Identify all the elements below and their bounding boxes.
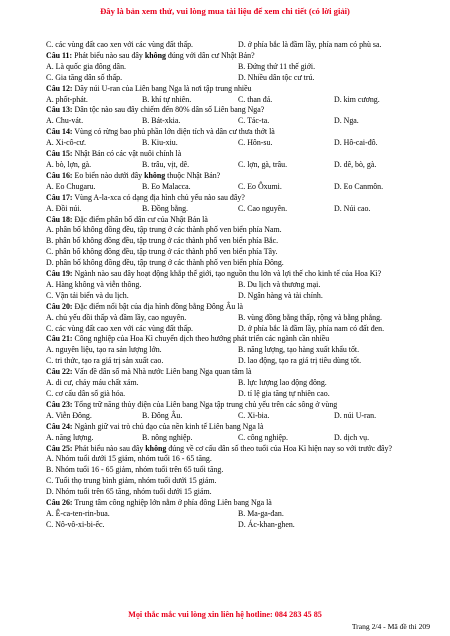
answer-options-row: [46, 40, 430, 51]
question-text: Công nghiệp của Hoa Kì chuyển dịch theo hướng phát triển các ngành cần nhiều: [72, 334, 330, 344]
answer-options-row: [46, 182, 430, 193]
question-number: Câu 20:: [46, 301, 73, 311]
answer-option: C. Tuổi thọ trung bình giảm, nhóm tuổi dưới 15 giảm.: [46, 476, 217, 486]
question-number: Câu 22:: [46, 367, 73, 377]
answer-option: D. Nhiều dân tộc cư trú.: [238, 72, 315, 82]
answer-option: D. dịch vụ.: [334, 432, 370, 442]
question-number: Câu 11:: [46, 50, 73, 60]
question-number: Câu 17:: [46, 192, 73, 202]
question-text: Tổng trữ năng thủy điện của Liên bang Nga tập trung chủ yếu trên các sông ở vùng: [72, 399, 338, 409]
question-number: Câu 12:: [46, 83, 73, 93]
answer-option: B. vùng đồng bằng thấp, rộng và bằng phẳng.: [238, 312, 382, 322]
answer-options-row: [46, 324, 430, 335]
question-text: Đặc điểm nổi bật của địa hình đồng bằng Đông Âu là: [72, 301, 244, 311]
answer-option: D. ở phía bắc là đầm lầy, phía nam có đất đen.: [238, 323, 385, 333]
answer-option: A. Viễn Đông.: [46, 410, 92, 420]
question-stem: [46, 334, 430, 345]
answer-options-row: [46, 204, 430, 215]
question-number: Câu 13:: [46, 105, 73, 115]
answer-option: A. di cư, chảy máu chất xám.: [46, 378, 139, 388]
question-number: Câu 18:: [46, 214, 73, 224]
question-stem: [46, 400, 430, 411]
answer-option: A. chủ yếu đồi thấp và đầm lầy, cao nguyên.: [46, 312, 187, 322]
question-number: Câu 16:: [46, 170, 73, 180]
question-number: Câu 25:: [46, 443, 73, 453]
question-number: Câu 23:: [46, 399, 73, 409]
question-text: Dân tộc nào sau đây chiếm đến 80% dân số Liên bang Nga?: [72, 105, 265, 115]
answer-option: D. tỉ lệ gia tăng tự nhiên cao.: [238, 389, 330, 398]
answer-option: C. Nô-vô-xi-bi-ếc.: [46, 519, 105, 529]
answer-option: D. núi U-ran.: [334, 410, 377, 420]
answer-option: A. Nhóm tuổi dưới 15 giảm, nhóm tuổi 16 - 65 tăng.: [46, 454, 212, 464]
question-text: Ngành giữ vai trò chủ đạo của nền kinh tế Liên bang Nga là: [72, 421, 264, 431]
answer-option: D. Núi cao.: [334, 203, 371, 213]
question-text: Phát biểu nào sau đây: [72, 443, 146, 453]
answer-option: C. các vùng đất cao xen với các vùng đất thấp.: [46, 40, 194, 49]
answer-options-row: [46, 389, 430, 400]
answer-options-row: [46, 116, 430, 127]
answer-option: C. Tác-ta.: [238, 116, 270, 126]
answer-options-row: [46, 433, 430, 444]
answer-option: B. Kiu-xiu.: [142, 138, 178, 148]
answer-option: B. Eo Malacca.: [142, 181, 191, 191]
question-text: Đặc điểm phân bố dân cư của Nhật Bản là: [72, 214, 208, 224]
question-number: Câu 14:: [46, 127, 73, 137]
answer-option: C. Hôn-su.: [238, 138, 273, 148]
answer-option: A. Chu-vát.: [46, 116, 84, 126]
question-stem: [46, 422, 430, 433]
answer-options-row: [46, 356, 430, 367]
question-emphasis: không: [144, 170, 166, 180]
answer-options-row: [46, 378, 430, 389]
answer-options-row: [46, 520, 430, 531]
answer-option: A. nguyên liệu, tạo ra sản lượng lớn.: [46, 345, 162, 355]
question-stem: [46, 367, 430, 378]
question-stem: [46, 215, 430, 226]
answer-option: B. Đồng bằng.: [142, 203, 189, 213]
answer-option: D. phân bố không đồng đều, tập trung ở các thành phố ven biển phía Đông.: [46, 258, 284, 268]
answer-option: D. Nhóm tuổi trên 65 tăng, nhóm tuổi dưới 15 giảm.: [46, 487, 212, 497]
answer-options-row: [46, 62, 430, 73]
answer-option: C. phân bố không đồng đều, tập trung ở các thành phố ven biển phía Tây.: [46, 247, 278, 257]
hotline-footer: Mọi thắc mắc vui lòng xin liên hệ hotline: 084 283 45 85: [128, 610, 322, 619]
question-number: Câu 24:: [46, 421, 73, 431]
answer-options-row: [46, 291, 430, 302]
answer-option: C. cơ cấu dân số già hóa.: [46, 389, 126, 398]
page-number: Trang 2/4 - Mã đề thi 209: [351, 622, 430, 631]
answer-options-row: [46, 138, 430, 149]
answer-options-row: [46, 73, 430, 84]
question-number: Câu 19:: [46, 269, 73, 279]
question-text: Dãy núi U-ran của Liên bang Nga là nơi tập trung nhiều: [72, 83, 252, 93]
question-text-end: đúng với dân cư Nhật Bản?: [165, 50, 255, 60]
answer-option: D. Nga.: [334, 116, 359, 126]
question-text: Ngành nào sau đây hoạt động khắp thế giới, tạo nguồn thu lớn và lợi thế cho kinh tế của Hoa Kì?: [72, 269, 382, 279]
answer-options-row: [46, 160, 430, 171]
answer-option: D. Ác-khan-ghen.: [238, 519, 295, 529]
question-stem: [46, 302, 430, 313]
preview-banner: Đây là bản xem thử, vui lòng mua tài liệu để xem chi tiết (có lời giải): [100, 6, 350, 16]
question-stem: [46, 105, 430, 116]
answer-option: B. Nhóm tuổi 16 - 65 giảm, nhóm tuổi trên 65 tuổi tăng.: [46, 465, 224, 475]
answer-option: C. than đá.: [238, 94, 273, 104]
question-text: Vùng có rừng bao phủ phần lớn diện tích và dân cư thưa thớt là: [72, 127, 275, 137]
answer-option: C. tri thức, tạo ra giá trị sản xuất cao.: [46, 356, 164, 366]
answer-option: B. Ma-ga-đan.: [238, 508, 284, 518]
question-stem: [46, 498, 430, 509]
answer-option: A. phốt-phát.: [46, 94, 88, 104]
question-text: Trung tâm công nghiệp lớn nằm ở phía đông Liên bang Nga là: [72, 498, 272, 508]
answer-options-row: [46, 345, 430, 356]
answer-options-row: [46, 280, 430, 291]
question-text: Vùng A-la-xca có dạng địa hình chủ yếu nào sau đây?: [72, 192, 245, 202]
answer-option: B. phân bố không đồng đều, tập trung ở các thành phố ven biển phía Bắc.: [46, 236, 279, 246]
answer-option: A. phân bố không đồng đều, tập trung ở các thành phố ven biển phía Nam.: [46, 225, 282, 235]
answer-option: D. kim cương.: [334, 94, 380, 104]
answer-option: C. Xi-bia.: [238, 410, 270, 420]
question-number: Câu 21:: [46, 334, 73, 344]
answer-option: D. lao động, tạo ra giá trị tiêu dùng tốt.: [238, 356, 362, 366]
answer-option: A. Đồi núi.: [46, 203, 82, 213]
answer-option: C. lợn, gà, trâu.: [238, 159, 288, 169]
answer-option: B. Du lịch và thương mại.: [238, 279, 321, 289]
answer-option: A. Eo Chugaru.: [46, 181, 96, 191]
answer-option: C. Cao nguyên.: [238, 203, 288, 213]
answer-option: D. dê, bò, gà.: [334, 159, 377, 169]
answer-option: C. Eo Ôxumi.: [238, 181, 282, 191]
question-stem: [46, 84, 430, 95]
question-stem: [46, 171, 430, 182]
answer-option: C. các vùng đất cao xen với các vùng đất thấp.: [46, 323, 194, 333]
question-text-end: đúng về cơ cấu dân số theo tuổi của Hoa Kì hiện nay so với trước đây?: [166, 443, 392, 453]
answer-option: C. Vận tải biển và du lịch.: [46, 290, 129, 300]
answer-option: B. khí tự nhiên.: [142, 94, 192, 104]
answer-option: D. Hô-cai-đô.: [334, 138, 378, 148]
answer-options-row: [46, 411, 430, 422]
question-text-end: thuộc Nhật Bản?: [165, 170, 221, 180]
answer-option: D. ở phía bắc là đầm lầy, phía nam có phù sa.: [238, 40, 382, 49]
question-text: Phát biểu nào sau đây: [72, 50, 145, 60]
question-emphasis: không: [144, 50, 166, 60]
question-stem: [46, 51, 430, 62]
question-stem: [46, 149, 430, 160]
answer-option: B. Đông Âu.: [142, 410, 183, 420]
answer-option: B. Đứng thứ 11 thế giới.: [238, 61, 316, 71]
answer-option: B. năng lượng, tạo hàng xuất khẩu tốt.: [238, 345, 360, 355]
answer-option: B. trâu, vịt, dê.: [142, 159, 190, 169]
question-number: Câu 26:: [46, 498, 73, 508]
answer-option: B. Bát-xkia.: [142, 116, 181, 126]
answer-option: C. công nghiệp.: [238, 432, 288, 442]
question-stem: [46, 444, 430, 455]
answer-option: A. Hàng không và viễn thông.: [46, 279, 142, 289]
exam-content: [46, 40, 430, 531]
question-text: Nhật Bản có các vật nuôi chính là: [72, 149, 182, 159]
question-stem: [46, 127, 430, 138]
question-number: Câu 15:: [46, 149, 73, 159]
answer-options-row: [46, 313, 430, 324]
answer-option: A. bò, lợn, gà.: [46, 159, 92, 169]
question-stem: [46, 193, 430, 204]
question-text: Vấn đề dân số mà Nhà nước Liên bang Nga quan tâm là: [72, 367, 252, 377]
answer-option: B. lực lượng lao động đông.: [238, 378, 327, 388]
question-stem: [46, 269, 430, 280]
answer-option: B. nông nghiệp.: [142, 432, 193, 442]
answer-option: A. Xi-cô-cư.: [46, 138, 86, 148]
answer-option: A. Ê-ca-ten-rin-bua.: [46, 508, 110, 518]
answer-options-row: [46, 509, 430, 520]
answer-option: A. Là quốc gia đông dân.: [46, 61, 126, 71]
answer-option: D. Ngân hàng và tài chính.: [238, 290, 323, 300]
answer-option: A. năng lượng.: [46, 432, 94, 442]
question-emphasis: không: [145, 443, 167, 453]
answer-option: C. Gia tăng dân số thấp.: [46, 72, 123, 82]
question-text: Eo biển nào dưới đây: [72, 170, 145, 180]
answer-option: D. Eo Canmôn.: [334, 181, 384, 191]
answer-options-row: [46, 95, 430, 106]
